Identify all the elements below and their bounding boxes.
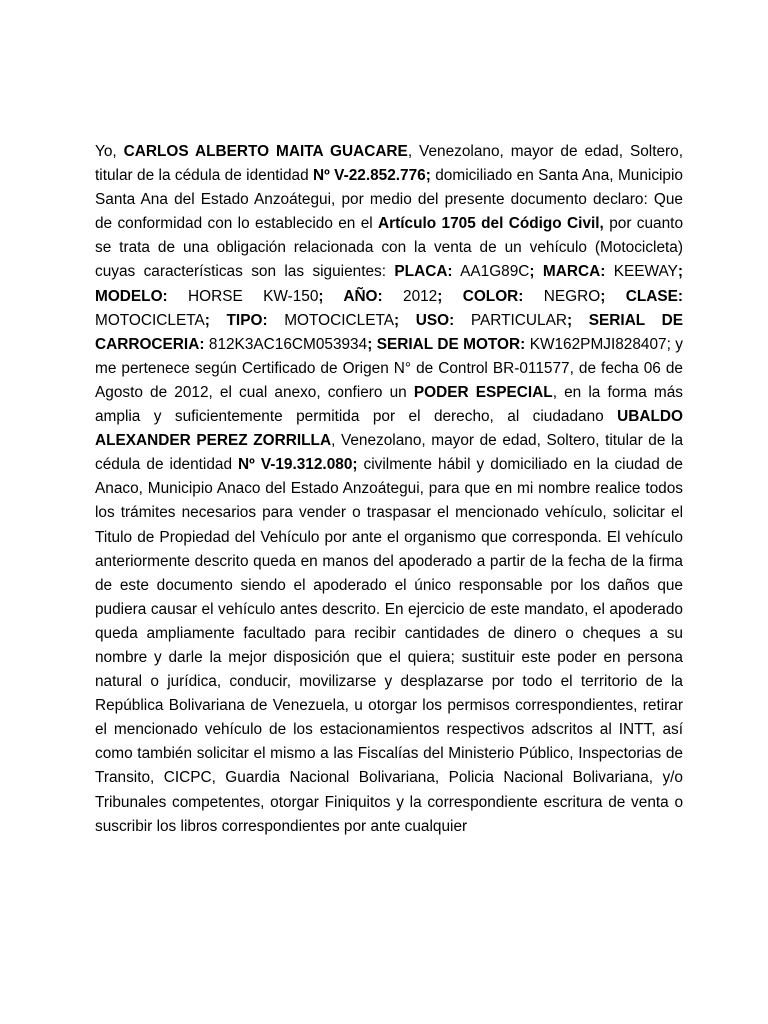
- text-run: MOTOCICLETA: [267, 311, 394, 329]
- bold-text-run: Nº V-22.852.776;: [313, 167, 431, 185]
- text-run: NEGRO: [523, 287, 601, 305]
- bold-text-run: Artículo 1705 del Código Civil,: [378, 215, 604, 233]
- text-run: Yo,: [95, 143, 124, 160]
- bold-text-run: PODER ESPECIAL: [413, 383, 553, 401]
- text-run: AA1G89C: [452, 263, 530, 281]
- bold-text-run: ; MARCA:: [529, 263, 606, 281]
- bold-text-run: Nº V-19.312.080;: [238, 456, 358, 474]
- poder-especial-paragraph: [95, 140, 683, 839]
- text-run: 812K3AC16CM053934: [204, 335, 368, 353]
- bold-text-run: ; SERIAL DE MOTOR:: [367, 335, 526, 353]
- text-run: , Venezolano, mayor de edad, Soltero, titular de la cédula de identidad: [95, 143, 683, 185]
- text-run: civilmente hábil y domiciliado en la ciudad de Anaco, Municipio Anaco del Estado Anzoátegui, para que en mi nombre realice todos los trámites necesarios para vender o traspasar el mencionado vehículo, solicitar el Titulo de Propiedad del Vehículo por ante el organismo que corresponda. El vehículo anteriormente descrito queda en manos del apoderado a partir de la fecha de la firma de este documento siendo el apoderado el único responsable por los daños que pudiera causar el vehículo antes descrito. En ejercicio de este mandato, el apoderado queda ampliamente facultado para recibir cantidades de dinero o cheques a su nombre y darle la mejor disposición que el quiera; sustituir este poder en persona natural o jurídica, conducir, movilizarse y desplazarse por todo el territorio de la República Bolivariana de Venezuela, u otorgar los permisos correspondientes, retirar el mencionado vehículo de los estacionamientos respectivos adscritos al INTT, así como también solicitar el mismo a las Fiscalías del Ministerio Público, Inspectorias de Transito, CICPC, Guardia Nacional Bolivariana, Policia Nacional Bolivariana, y/o Tribunales competentes, otorgar Finiquitos y la correspondiente escritura de venta o suscribir los libros correspondientes por ante cualquier: [95, 456, 683, 835]
- text-run: domiciliado en Santa Ana, Municipio Santa Ana del Estado Anzoátegui, por medio del presente documento declaro: Que de conformidad con lo establecido en el: [95, 167, 683, 233]
- bold-text-run: CARLOS ALBERTO MAITA GUACARE: [123, 143, 408, 160]
- text-run: MOTOCICLETA: [95, 311, 205, 329]
- bold-text-run: ; CLASE:: [600, 287, 683, 305]
- text-run: PARTICULAR: [454, 311, 567, 329]
- bold-text-run: PLACA:: [394, 263, 453, 281]
- text-run: , Venezolano, mayor de edad, Soltero, titular de la cédula de identidad: [95, 432, 684, 474]
- text-run: por cuanto se trata de una obligación relacionada con la venta de un vehículo (Motocicleta) cuyas características son las siguientes:: [95, 215, 684, 281]
- text-run: HORSE KW-150: [167, 287, 319, 305]
- text-run: 2012: [382, 287, 438, 305]
- bold-text-run: ; MODELO:: [95, 263, 683, 305]
- document-page: [95, 140, 683, 839]
- bold-text-run: ; AÑO:: [318, 287, 383, 305]
- text-run: , en la forma más amplia y suficientemente permitida por el derecho, al ciudadano: [95, 383, 683, 426]
- bold-text-run: ; COLOR:: [437, 287, 524, 305]
- bold-text-run: ; USO:: [393, 311, 455, 329]
- bold-text-run: ; TIPO:: [204, 311, 268, 329]
- bold-text-run: ; SERIAL DE CARROCERIA:: [95, 311, 683, 353]
- text-run: KW162PMJI828407; y me pertenece según Certificado de Origen N° de Control BR-011577, de fecha 06 de Agosto de 2012, el cual anexo, confiero un: [95, 335, 683, 401]
- text-run: KEEWAY: [605, 263, 678, 281]
- bold-text-run: UBALDO ALEXANDER PEREZ ZORRILLA: [95, 408, 683, 450]
